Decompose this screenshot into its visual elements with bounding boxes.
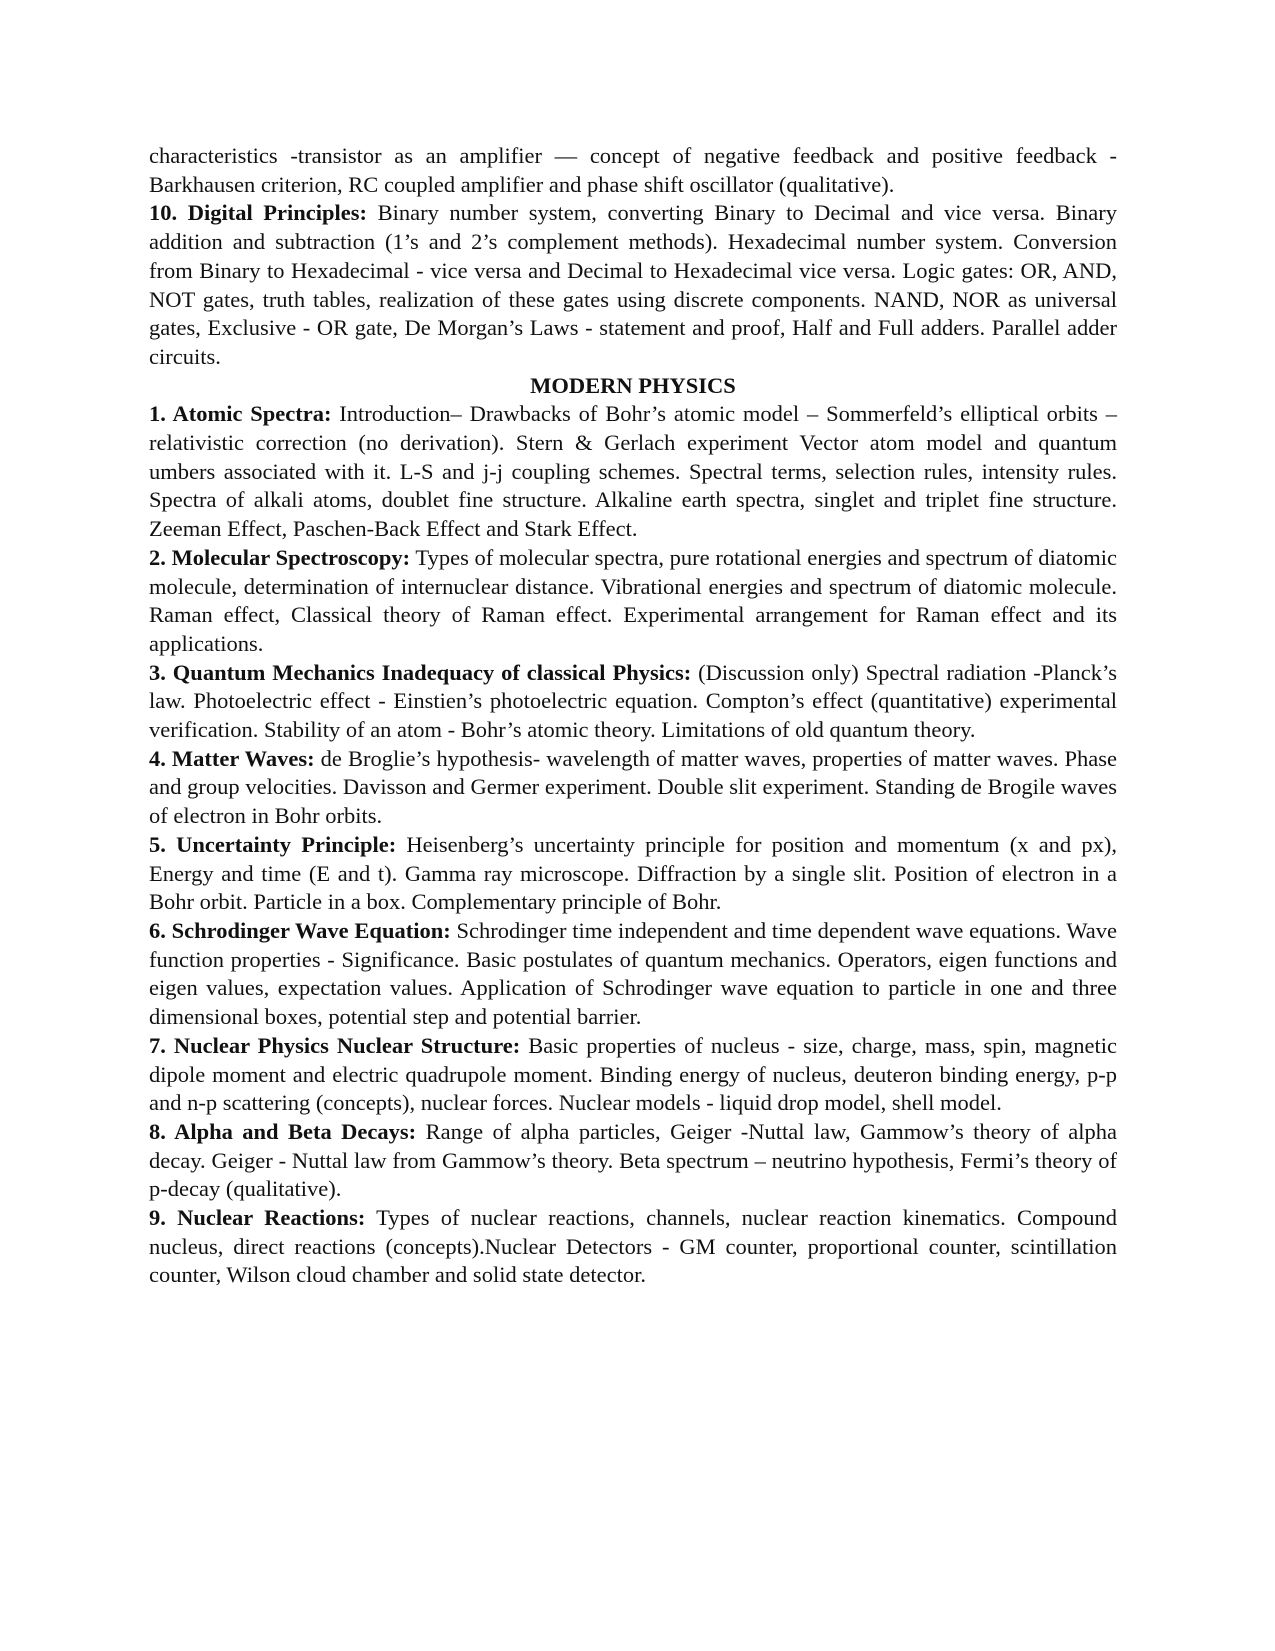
topic-title: 6. Schrodinger Wave Equation: [149,917,451,943]
topic-title: 2. Molecular Spectroscopy: [149,544,411,570]
topic-paragraph [149,544,1117,659]
topic-body: Types of molecular spectra, pure rotational energies and spectrum of diatomic molecule, determination of internuclear distance. Vibrational energies and spectrum of diatomic molecule. Raman effect, Classical theory of Raman effect. Experimental arrangement for Raman effect and its applications. [149,544,1117,656]
topic-paragraph [149,831,1117,917]
topic-paragraph [149,917,1117,1032]
topic-title: 10. Digital Principles: [149,200,368,226]
intro-paragraph: characteristics -transistor as an amplifier — concept of negative feedback and positive feedback -Barkhausen criterion, RC coupled amplifier and phase shift oscillator (qualitative). [149,143,1117,197]
topic-paragraph [149,1118,1117,1204]
topic-title: 4. Matter Waves: [149,745,315,771]
topic-paragraph [149,659,1117,745]
topic-body: de Broglie’s hypothesis- wavelength of matter waves, properties of matter waves. Phase and group velocities. Davisson and Germer experiment. Double slit experiment. Standing de Brogile waves of electron in Bohr orbits. [149,745,1117,829]
topic-title: 5. Uncertainty Principle: [149,831,397,857]
topic-paragraph [149,400,1117,544]
topic-title: 8. Alpha and Beta Decays: [149,1118,417,1144]
section-heading: MODERN PHYSICS [530,372,736,398]
topic-body: Heisenberg’s uncertainty principle for position and momentum (x and px), Energy and time (E and t). Gamma ray microscope. Diffraction by a single slit. Position of electron in a Bohr orbit. Particle in a box. Complementary principle of Bohr. [149,831,1117,915]
topic-body: Basic properties of nucleus - size, charge, mass, spin, magnetic dipole moment and electric quadrupole moment. Binding energy of nucleus, deuteron binding energy, p-p and n-p scattering (concepts), nuclear forces. Nuclear models - liquid drop model, shell model. [149,1032,1118,1116]
topic-body: (Discussion only) Spectral radiation -Planck’s law. Photoelectric effect - Einstien’s photoelectric equation. Compton’s effect (quantitative) experimental verification. Stability of an atom - Bohr’s atomic theory. Limitations of old quantum theory. [149,659,1117,743]
topic-body: Binary number system, converting Binary to Decimal and vice versa. Binary addition and subtraction (1’s and 2’s complement methods). Hexadecimal number system. Conversion from Binary to Hexadecimal - vice versa and Decimal to Hexadecimal vice versa. Logic gates: OR, AND, NOT gates, truth tables, realization of these gates using discrete components. NAND, NOR as universal gates, Exclusive - OR gate, De Morgan’s Laws - statement and proof, Half and Full adders. Parallel adder circuits. [149,200,1118,369]
topic-title: 3. Quantum Mechanics Inadequacy of classical Physics: [149,659,692,685]
topic-body: Schrodinger time independent and time dependent wave equations. Wave function properties - Significance. Basic postulates of quantum mechanics. Operators, eigen functions and eigen values, expectation values. Application of Schrodinger wave equation to particle in one and three dimensional boxes, potential step and potential barrier. [149,917,1117,1030]
syllabus-page [149,142,1117,1290]
topic-title: 9. Nuclear Reactions: [149,1205,366,1231]
topic-paragraph [149,745,1117,831]
topic-title: 7. Nuclear Physics Nuclear Structure: [149,1032,521,1058]
topic-paragraph [149,1032,1117,1118]
digital-principles-paragraph [149,199,1117,371]
topic-body: Introduction– Drawbacks of Bohr’s atomic model – Sommerfeld’s elliptical orbits –relativistic correction (no derivation). Stern & Gerlach experiment Vector atom model and quantum umbers associated with it. L-S and j-j coupling schemes. Spectral terms, selection rules, intensity rules. Spectra of alkali atoms, doublet fine structure. Alkaline earth spectra, singlet and triplet fine structure. Zeeman Effect, Paschen-Back Effect and Stark Effect. [149,401,1118,542]
topic-title: 1. Atomic Spectra: [149,401,332,427]
topic-body: Range of alpha particles, Geiger -Nuttal law, Gammow’s theory of alpha decay. Geiger - Nuttal law from Gammow’s theory. Beta spectrum – neutrino hypothesis, Fermi’s theory of p-decay (qualitative). [149,1118,1117,1202]
topic-body: Types of nuclear reactions, channels, nuclear reaction kinematics. Compound nucleus, direct reactions (concepts).Nuclear Detectors - GM counter, proportional counter, scintillation counter, Wilson cloud chamber and solid state detector. [149,1205,1118,1288]
topic-paragraph [149,1204,1117,1290]
